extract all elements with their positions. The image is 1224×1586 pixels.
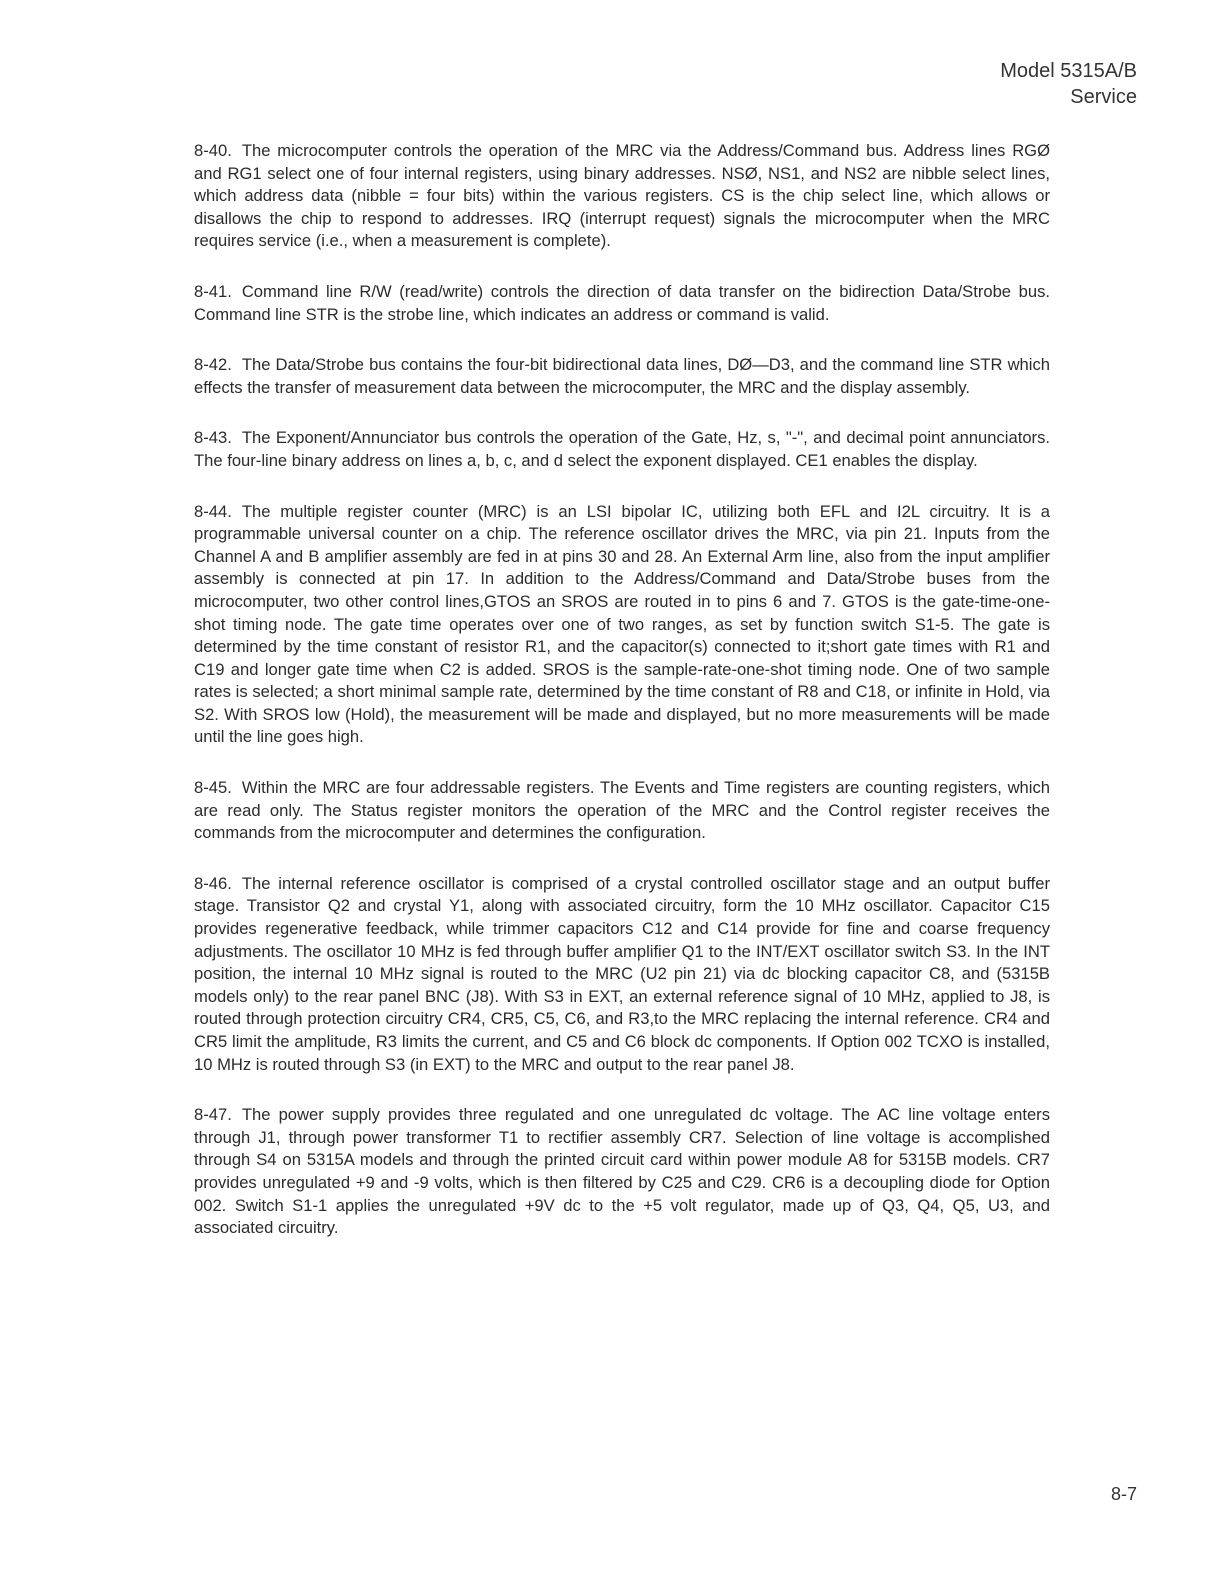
page-number: 8-7: [1110, 1484, 1137, 1504]
paragraph-number: 8-45.: [194, 778, 232, 798]
paragraph-number: 8-41.: [194, 281, 232, 301]
document-body: [194, 140, 1050, 1268]
paragraph-text: The Data/Strobe bus contains the four-bit bidirectional data lines, DØ—D3, and the command line STR which effects the transfer of measurement data between the microcomputer, the MRC and the display assembly.: [194, 355, 1050, 397]
paragraph-text: The microcomputer controls the operation of the MRC via the Address/Command bus. Address lines RGØ and RG1 select one of four internal registers, using binary addresses. NSØ, NS1, and NS2 are nibble select lines, which address data (nibble = four bits) within the various registers. CS is the chip select line, which allows or disallows the chip to respond to addresses. IRQ (interrupt request) signals the microcomputer when the MRC requires service (i.e., when a measurement is complete).: [194, 141, 1050, 251]
page-header: [1000, 58, 1137, 110]
paragraph-8-47: [194, 1104, 1050, 1240]
paragraph-number: 8-46.: [194, 873, 232, 893]
paragraph-8-42: [194, 354, 1050, 399]
paragraph-text: The Exponent/Annunciator bus controls the operation of the Gate, Hz, s, "-", and decimal point annunciators. The four-line binary address on lines a, b, c, and d select the exponent displayed. CE1 enables the display.: [194, 428, 1050, 470]
paragraph-number: 8-47.: [194, 1105, 232, 1125]
model-label: Model 5315A/B: [1000, 60, 1137, 82]
paragraph-text: The internal reference oscillator is comprised of a crystal controlled oscillator stage and an output buffer stage. Transistor Q2 and crystal Y1, along with associated circuitry, form the 10 MHz oscillator. Capacitor C15 provides regenerative feedback, while trimmer capacitors C12 and C14 provide for fine and coarse frequency adjustments. The oscillator 10 MHz is fed through buffer amplifier Q1 to the INT/EXT oscillator switch S3. In the INT position, the internal 10 MHz signal is routed to the MRC (U2 pin 21) via dc blocking capacitor C8, and (5315B models only) to the rear panel BNC (J8). With S3 in EXT, an external reference signal of 10 MHz, applied to J8, is routed through protection circuitry CR4, CR5, C5, C6, and R3,to the MRC replacing the internal reference. CR4 and CR5 limit the amplitude, R3 limits the current, and C5 and C6 block dc components. If Option 002 TCXO is installed, 10 MHz is routed through S3 (in EXT) to the MRC and output to the rear panel J8.: [194, 873, 1050, 1074]
paragraph-text: The multiple register counter (MRC) is an LSI bipolar IC, utilizing both EFL and I2L circuitry. It is a programmable universal counter on a chip. The reference oscillator drives the MRC, via pin 21. Inputs from the Channel A and B amplifier assembly are fed in at pins 30 and 28. An External Arm line, also from the input amplifier assembly is connected at pin 17. In addition to the Address/Command and Data/Strobe buses from the microcomputer, two other control lines,GTOS an SROS are routed in to pins 6 and 7. GTOS is the gate-time-one-shot timing node. The gate time operates over one of two ranges, as set by function switch S1-5. The gate is determined by the time constant of resistor R1, and the capacitor(s) connected to it;short gate times with R1 and C19 and longer gate time when C2 is added. SROS is the sample-rate-one-shot timing node. One of two sample rates is selected; a short minimal sample rate, determined by the time constant of R8 and C18, or infinite in Hold, via S2. With SROS low (Hold), the measurement will be made and displayed, but no more measurements will be made until the line goes high.: [194, 501, 1050, 747]
paragraph-8-44: [194, 501, 1050, 750]
paragraph-number: 8-43.: [194, 428, 232, 448]
paragraph-number: 8-44.: [194, 501, 232, 521]
paragraph-text: Within the MRC are four addressable registers. The Events and Time registers are counting registers, which are read only. The Status register monitors the operation of the MRC and the Control register receives the commands from the microcomputer and determines the configuration.: [194, 778, 1050, 843]
section-label: Service: [1070, 86, 1137, 108]
paragraph-8-43: [194, 427, 1050, 472]
paragraph-text: Command line R/W (read/write) controls the direction of data transfer on the bidirection Data/Strobe bus. Command line STR is the strobe line, which indicates an address or command is valid.: [194, 281, 1050, 324]
paragraph-text: The power supply provides three regulated and one unregulated dc voltage. The AC line voltage enters through J1, through power transformer T1 to rectifier assembly CR7. Selection of line voltage is accomplished through S4 on 5315A models and through the printed circuit card within power module A8 for 5315B models. CR7 provides unregulated +9 and -9 volts, which is then filtered by C25 and C29. CR6 is a decoupling diode for Option 002. Switch S1-1 applies the unregulated +9V dc to the +5 volt regulator, made up of Q3, Q4, Q5, U3, and associated circuitry.: [194, 1105, 1050, 1238]
paragraph-number: 8-42.: [194, 355, 232, 375]
paragraph-8-46: [194, 873, 1050, 1076]
paragraph-8-41: [194, 281, 1050, 326]
paragraph-8-40: [194, 140, 1050, 253]
paragraph-8-45: [194, 777, 1050, 845]
paragraph-number: 8-40.: [194, 141, 232, 160]
